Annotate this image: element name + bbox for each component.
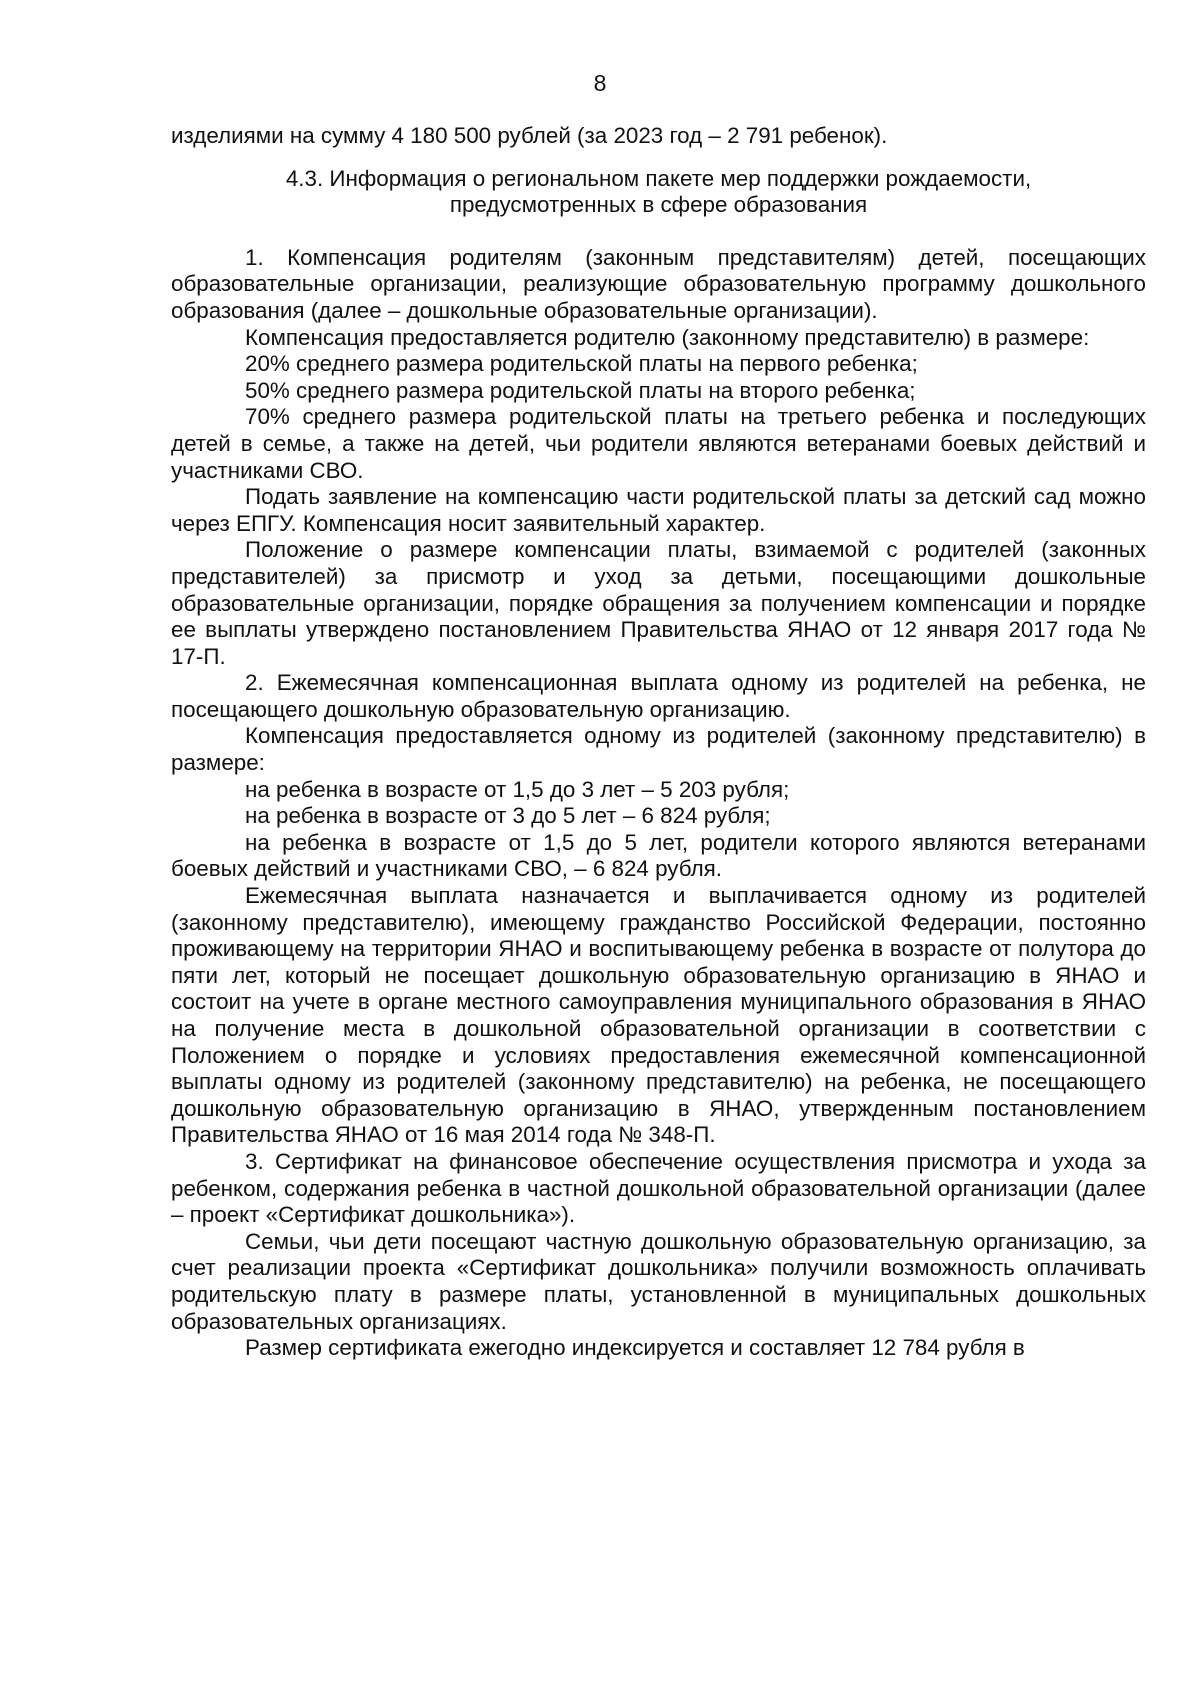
paragraph-3: 20% среднего размера родительской платы на первого ребенка; — [245, 351, 918, 377]
paragraph-12: на ребенка в возрасте от 1,5 до 5 лет, родители которого являются ветеранами боевых действий и участниками СВО, – 6 824 рубля. — [171, 829, 1146, 882]
section-heading-line1: 4.3. Информация о региональном пакете мер поддержки рождаемости, — [285, 165, 1032, 191]
section-heading-line2: предусмотренных в сфере образования — [449, 192, 868, 218]
paragraph-9: Компенсация предоставляется одному из родителей (законному представителю) в размере: — [171, 723, 1146, 776]
paragraph-intro: изделиями на сумму 4 180 500 рублей (за 2023 год – 2 791 ребенок). — [171, 123, 888, 148]
paragraph-6: Подать заявление на компенсацию части родительской платы за детский сад можно через ЕПГУ. Компенсация носит заявительный характер. — [171, 484, 1146, 536]
paragraph-5: 70% среднего размера родительской платы на третьего ребенка и последующих детей в семье, а также на детей, чьи родители являются ветеранами боевых действий и участниками СВО. — [171, 404, 1146, 483]
section-heading — [171, 166, 1146, 219]
paragraph-7: Положение о размере компенсации платы, взимаемой с родителей (законных представителей) за присмотр и уход за детьми, посещающими дошкольные образовательные организации, порядке обращения за получением компенсации и порядке ее выплаты утверждено постановлением Правительства ЯНАО от 12 января 2017 года № 17-П. — [171, 537, 1146, 669]
paragraph-15: Семьи, чьи дети посещают частную дошкольную образовательную организацию, за счет реализации проекта «Сертификат дошкольника» получили возможность оплачивать родительскую плату в размере платы, установленной в муниципальных дошкольных образовательных организациях. — [171, 1228, 1146, 1334]
paragraph-8: 2. Ежемесячная компенсационная выплата одному из родителей на ребенка, не посещающего дошкольную образовательную организацию. — [171, 670, 1146, 722]
paragraph-2: Компенсация предоставляется родителю (законному представителю) в размере: — [245, 324, 1090, 350]
paragraph-13: Ежемесячная выплата назначается и выплачивается одному из родителей (законному представителю), имеющему гражданство Российской Федерации, постоянно проживающему на территории ЯНАО и воспитывающему ребенка в возрасте от полутора до пяти лет, который не посещает дошкольную образовательную организацию в ЯНАО и состоит на учете в органе местного самоуправления муниципального образования в ЯНАО на получение места в дошкольной образовательной организации в соответствии с Положением о порядке и условиях предоставления ежемесячной компенсационной выплаты одному из родителей (законному представителю) на ребенка, не посещающего дошкольную образовательную организацию в ЯНАО, утвержденным постановлением Правительства ЯНАО от 16 мая 2014 года № 348-П. — [171, 883, 1146, 1148]
paragraph-16: Размер сертификата ежегодно индексируется и составляет 12 784 рубля в — [245, 1335, 1025, 1361]
paragraph-4: 50% среднего размера родительской платы на второго ребенка; — [245, 377, 916, 403]
document-body — [171, 123, 1146, 1362]
paragraph-14: 3. Сертификат на финансовое обеспечение осуществления присмотра и ухода за ребенком, содержания ребенка в частной дошкольной образовательной организации (далее – проект «Сертификат дошкольника»). — [171, 1148, 1146, 1228]
page-number: 8 — [593, 70, 607, 96]
paragraph-10: на ребенка в возрасте от 1,5 до 3 лет – 5 203 рубля; — [245, 776, 790, 802]
paragraph-11: на ребенка в возрасте от 3 до 5 лет – 6 824 рубля; — [245, 803, 771, 829]
paragraph-1: 1. Компенсация родителям (законным представителям) детей, посещающих образовательные организации, реализующие образовательную программу дошкольного образования (далее – дошкольные образовательные организации). — [171, 244, 1146, 323]
